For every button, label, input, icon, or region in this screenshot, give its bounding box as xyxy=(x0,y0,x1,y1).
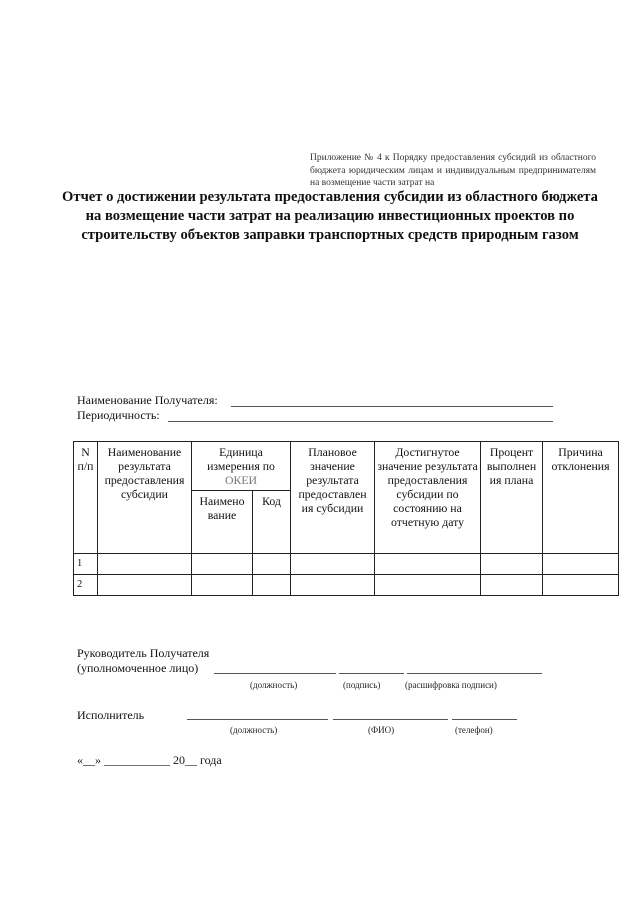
head-position-caption: (должность) xyxy=(250,680,298,690)
header-reason: Причина отклонения xyxy=(543,442,619,554)
head-position-line[interactable] xyxy=(214,673,336,674)
table-cell[interactable] xyxy=(375,554,481,575)
report-title: Отчет о достижении результата предоставления субсидии из областного бюджета на возмещение части затрат на реализацию инвестиционных проектов по строительству объектов заправки транспортных средств природным газом xyxy=(62,189,598,243)
header-unit-name: Наимено вание xyxy=(192,491,253,554)
head-signature-line[interactable] xyxy=(339,673,404,674)
executor-phone-caption: (телефон) xyxy=(455,725,493,735)
head-signature-caption: (подпись) xyxy=(343,680,381,690)
table-row xyxy=(74,575,619,596)
table-cell[interactable] xyxy=(253,554,291,575)
executor-fio-caption: (ФИО) xyxy=(368,725,395,735)
table-cell[interactable] xyxy=(481,554,543,575)
table-cell[interactable] xyxy=(192,575,253,596)
recipient-field[interactable] xyxy=(231,393,553,407)
executor-position-caption: (должность) xyxy=(230,725,278,735)
head-decoding-caption: (расшифровка подписи) xyxy=(405,680,497,690)
date-line[interactable]: «__» ___________ 20__ года xyxy=(77,753,222,767)
table-cell[interactable] xyxy=(192,554,253,575)
executor-fio-line[interactable] xyxy=(333,719,448,720)
table-cell[interactable] xyxy=(543,554,619,575)
table-cell[interactable] xyxy=(375,575,481,596)
report-table xyxy=(73,441,619,596)
header-unit xyxy=(192,442,291,491)
table-cell[interactable] xyxy=(98,554,192,575)
row-num: 2 xyxy=(74,575,98,596)
table-cell[interactable] xyxy=(543,575,619,596)
head-label: Руководитель Получателя xyxy=(77,646,210,660)
header-num: N п/п xyxy=(74,442,98,554)
table-cell[interactable] xyxy=(291,554,375,575)
table-cell[interactable] xyxy=(291,575,375,596)
header-planned: Плановое значение результата предоставлен ия субсидии xyxy=(291,442,375,554)
periodicity-field[interactable] xyxy=(168,408,553,422)
recipient-label: Наименование Получателя: xyxy=(77,393,218,407)
header-percent: Процент выполнен ия плана xyxy=(481,442,543,554)
executor-phone-line[interactable] xyxy=(452,719,517,720)
table-row xyxy=(74,554,619,575)
head-decoding-line[interactable] xyxy=(407,673,542,674)
table-cell[interactable] xyxy=(98,575,192,596)
executor-position-line[interactable] xyxy=(187,719,328,720)
table-cell[interactable] xyxy=(481,575,543,596)
header-unit-text: Единица измерения по xyxy=(207,445,275,473)
executor-label: Исполнитель xyxy=(77,708,145,722)
table-cell[interactable] xyxy=(253,575,291,596)
header-achieved: Достигнутое значение результата предоставления субсидии по состоянию на отчетную дату xyxy=(375,442,481,554)
head-label-2: (уполномоченное лицо) xyxy=(77,661,199,675)
appendix-note: Приложение № 4 к Порядку предоставления субсидий из областного бюджета юридическим лицам и индивидуальным предпринимателям на возмещение части затрат на xyxy=(310,153,596,188)
header-result-name: Наименование результата предоставления субсидии xyxy=(98,442,192,554)
periodicity-label: Периодичность: xyxy=(77,408,160,422)
header-unit-okei: ОКЕИ xyxy=(224,473,258,487)
row-num: 1 xyxy=(74,554,98,575)
header-unit-code: Код xyxy=(253,491,291,554)
